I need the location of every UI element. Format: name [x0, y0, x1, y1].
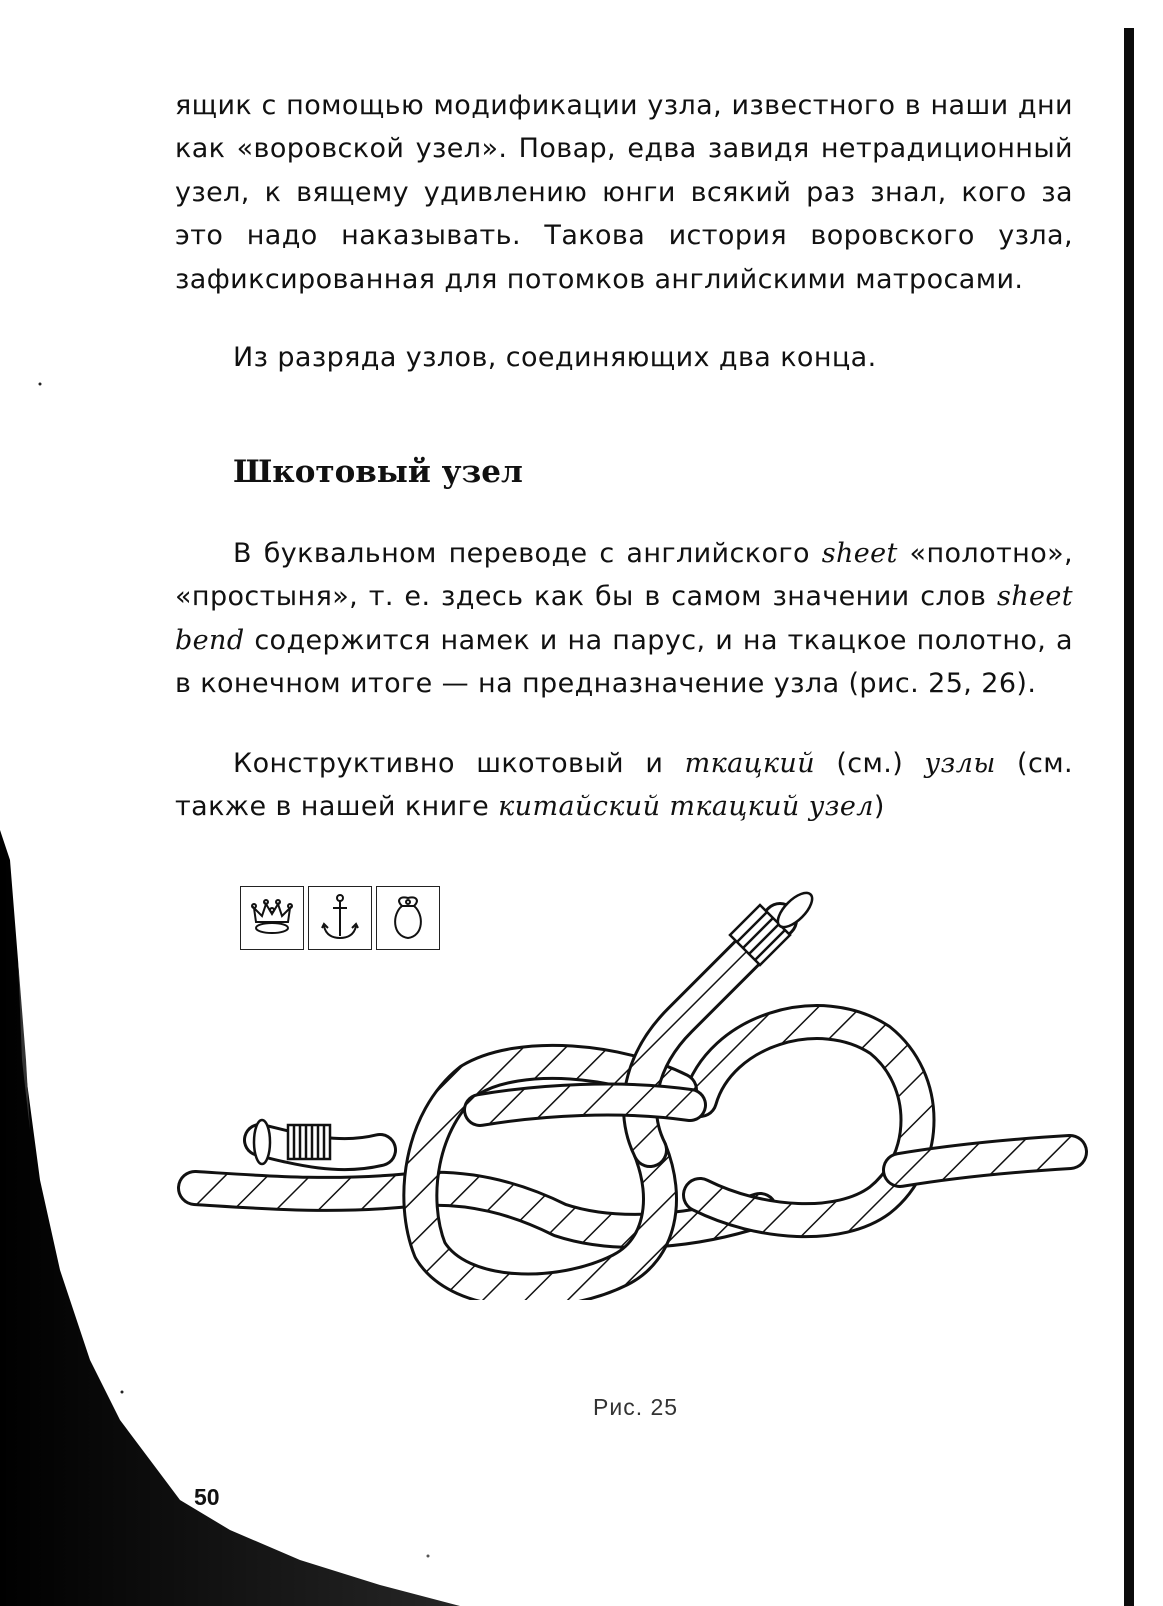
- scan-edge-right: [1124, 28, 1134, 1606]
- section-paragraph-1: В буквальном переводе с английского sheet «полотно», «простыня», т. е. здесь как бы в самом значении слов sheet bend содержится намек и на парус, и на ткацкое полотно, а в конечном итоге — на предназначение узла (рис. 25, 26).: [175, 538, 1074, 700]
- crown-icon: [240, 886, 304, 950]
- section-title: Шкотовый узел: [233, 454, 523, 490]
- symbol-icons: [240, 886, 444, 950]
- money-bag-icon: [376, 886, 440, 950]
- anchor-icon: [308, 886, 372, 950]
- page-number: 50: [194, 1484, 220, 1510]
- figure-caption: Рис. 25: [593, 1394, 679, 1420]
- paragraph-2: Из разряда узлов, соединяющих два конца.: [233, 342, 877, 373]
- sheet-bend-knot-illustration: [0, 880, 1163, 1300]
- section-paragraph-2: Конструктивно шкотовый и ткацкий (см.) узлы (см. также в нашей книге китайский ткацкий узел): [175, 748, 1073, 823]
- paragraph-1: ящик с помощью модификации узла, известного в наши дни как «воровской узел». Повар, едва завидя нетрадиционный узел, к вящему удивлению юнги всякий раз знал, кого за это надо наказывать. Такова история воровского узла, зафиксированная для потомков английскими матросами.: [175, 90, 1073, 295]
